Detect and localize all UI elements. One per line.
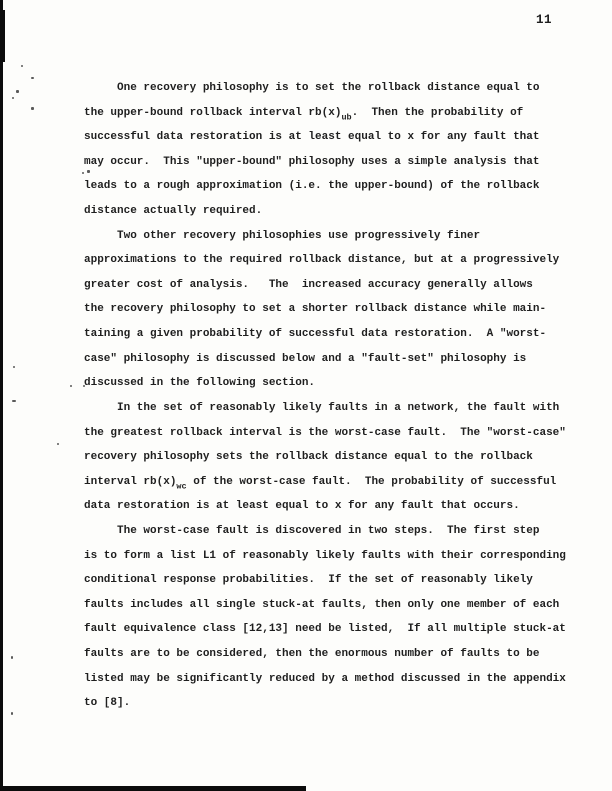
text-run: case" philosophy is discussed below and a "fault-set" philosophy is (84, 352, 527, 365)
scan-speck (12, 400, 16, 402)
text-run: faults includes all single stuck-at faults, then only one member of each (84, 598, 560, 611)
paragraph (84, 519, 594, 716)
text-run: to [8]. (84, 697, 131, 710)
text-run: conditional response probabilities. If the set of reasonably likely (84, 574, 533, 587)
scan-speck (70, 385, 72, 387)
scan-speck (31, 77, 34, 79)
text-line (84, 347, 594, 372)
text-line (84, 125, 594, 150)
text-run: recovery philosophy sets the rollback distance equal to the rollback (84, 451, 533, 464)
scan-bottom-bar (0, 786, 306, 791)
text-line (84, 642, 594, 667)
text-line (84, 421, 594, 446)
paragraph (84, 76, 594, 224)
subscript-text: ub (341, 112, 352, 123)
text-line (84, 691, 594, 716)
scan-speck (13, 366, 15, 368)
text-run: may occur. This "upper-bound" philosophy uses a simple analysis that (84, 155, 540, 168)
text-run: . Then the probability of (351, 106, 524, 119)
subscript-text: wc (176, 481, 187, 492)
paragraph (84, 396, 594, 519)
text-line (84, 396, 594, 421)
scan-speck (11, 656, 13, 659)
text-line (84, 297, 594, 322)
text-line (84, 544, 594, 569)
text-run: greater cost of analysis. The increased accuracy generally allows (84, 278, 533, 291)
text-line (84, 371, 594, 396)
text-run: is to form a list L1 of reasonably likely faults with their corresponding (84, 549, 566, 562)
text-line (84, 101, 594, 126)
scan-speck (21, 65, 23, 67)
text-run: fault equivalence class [12,13] need be listed, If all multiple stuck-at (84, 623, 566, 636)
text-run: The worst-case fault is discovered in two steps. The first step (84, 524, 540, 537)
text-line (84, 494, 594, 519)
text-run: the upper-bound rollback interval rb(x) (84, 106, 342, 119)
text-line (84, 593, 594, 618)
text-run: One recovery philosophy is to set the rollback distance equal to (84, 82, 540, 94)
paragraph (84, 224, 594, 396)
scan-speck (12, 97, 14, 99)
scan-speck (31, 107, 34, 110)
text-run: leads to a rough approximation (i.e. the upper-bound) of the rollback (84, 180, 540, 193)
text-line (84, 322, 594, 347)
text-run: In the set of reasonably likely faults in a network, the fault with (84, 401, 560, 414)
text-line (84, 150, 594, 175)
text-run: faults are to be considered, then the enormous number of faults to be (84, 648, 540, 661)
text-run: the greatest rollback interval is the worst-case fault. The "worst-case" (84, 426, 566, 439)
text-run: listed may be significantly reduced by a method discussed in the appendix (84, 672, 566, 685)
text-run: of the worst-case fault. The probability of successful (186, 475, 557, 488)
scan-speck (11, 712, 13, 715)
text-line (84, 174, 594, 199)
scan-speck (16, 90, 19, 93)
text-run: interval rb(x) (84, 475, 177, 488)
text-line (84, 445, 594, 470)
text-run: taining a given probability of successful data restoration. A "worst- (84, 328, 547, 341)
text-line (84, 568, 594, 593)
text-run: approximations to the required rollback distance, but at a progressively (84, 254, 560, 267)
page-number: 11 (536, 13, 553, 27)
text-line (84, 667, 594, 692)
text-line (84, 519, 594, 544)
scan-edge-left (0, 0, 3, 786)
text-line (84, 76, 594, 101)
text-line (84, 617, 594, 642)
text-run: Two other recovery philosophies use progressively finer (84, 229, 481, 242)
text-line (84, 470, 594, 495)
text-run: data restoration is at least equal to x for any fault that occurs. (84, 500, 520, 513)
scan-speck (57, 443, 59, 445)
text-line (84, 224, 594, 249)
scan-edge-left-top (0, 10, 5, 62)
text-run: the recovery philosophy to set a shorter rollback distance while main- (84, 303, 547, 316)
text-line (84, 199, 594, 224)
text-line (84, 248, 594, 273)
text-run: distance actually required. (84, 205, 263, 218)
text-line (84, 273, 594, 298)
page-body (84, 76, 594, 716)
text-run: discussed in the following section. (84, 377, 316, 390)
text-run: successful data restoration is at least equal to x for any fault that (84, 131, 540, 144)
